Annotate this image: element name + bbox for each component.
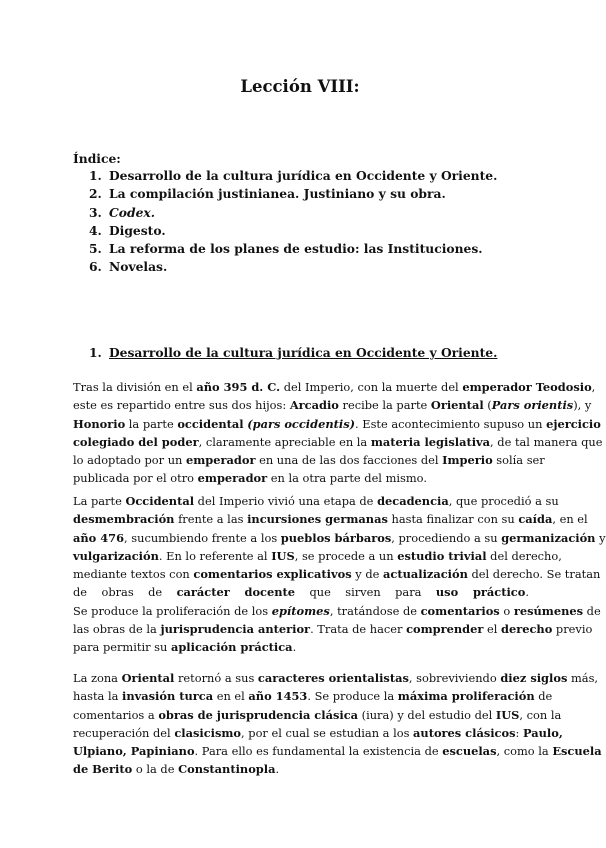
text-run: Se produce la proliferación de los: [73, 603, 272, 618]
paragraph: [73, 492, 606, 657]
text-run: recuperación del: [73, 725, 175, 740]
bold-text: germanización: [501, 530, 596, 545]
bold-text: invasión turca: [122, 689, 214, 704]
text-run: .: [525, 585, 529, 600]
text-run: del Imperio vivió una etapa de: [194, 494, 378, 508]
paragraph-line: [73, 378, 596, 396]
bold-text: aplicación práctica: [170, 640, 293, 655]
text-run: , se procede a un: [294, 548, 398, 563]
text-run: (iura) y del estudio del: [358, 707, 496, 722]
text-run: , por el cual se estudian a los: [241, 725, 414, 740]
paragraph-line: [73, 669, 599, 687]
bold-text: Constantinopla: [178, 762, 276, 777]
paragraph-line: [73, 433, 603, 451]
bold-text: año 476: [73, 530, 125, 545]
paragraph-line: [73, 451, 545, 469]
text-run: Tras la división en el: [73, 380, 197, 394]
text-run: comentarios a: [73, 707, 159, 722]
emphasis-text: Pars orientis: [491, 398, 574, 413]
text-run: que sirven para: [295, 585, 436, 600]
bold-text: obras de jurisprudencia clásica: [158, 707, 359, 722]
text-run: y de: [351, 567, 383, 582]
bold-text: Imperio: [442, 453, 493, 468]
text-run: y: [595, 530, 606, 545]
paragraph-line: [73, 760, 529, 778]
text-run: o: [499, 603, 514, 618]
bold-text: occidental: [177, 416, 244, 431]
section-number: 1.: [89, 345, 102, 360]
text-run: las obras de la: [73, 622, 161, 637]
index-number: 4.: [89, 222, 102, 238]
index-item: [89, 258, 497, 276]
index-text: Desarrollo de la cultura jurídica en Occidente y Oriente.: [109, 168, 498, 183]
bold-text: comentarios explicativos: [193, 567, 352, 582]
text-run: ,: [591, 380, 596, 394]
text-run: para permitir su: [73, 640, 171, 655]
bold-text: IUS: [495, 707, 520, 722]
text-run: frente a las: [174, 512, 248, 527]
bold-text: decadencia: [377, 494, 449, 508]
index-label: Índice:: [73, 151, 121, 166]
bold-text: emperador: [197, 471, 268, 486]
text-run: ), y: [573, 398, 592, 413]
bold-text: Paulo,: [522, 725, 563, 740]
bold-text: caída: [518, 512, 553, 527]
bold-text: emperador Teodosio: [462, 380, 592, 394]
index-item: [89, 222, 497, 240]
text-run: en la otra parte del mismo.: [267, 471, 427, 486]
index-text: La compilación justinianea. Justiniano y su obra.: [109, 186, 446, 202]
bold-text: jurisprudencia anterior: [160, 622, 311, 637]
bold-text: Oriental: [121, 671, 175, 685]
text-run: , en el: [552, 512, 588, 527]
paragraph-line: [73, 742, 602, 760]
bold-text: comprender: [406, 622, 484, 637]
text-run: solía ser: [492, 453, 545, 468]
paragraph-line: [73, 396, 592, 414]
paragraph-line: [73, 510, 588, 528]
text-run: , claramente apreciable en la: [198, 434, 371, 449]
paragraph-line: [73, 547, 562, 565]
text-run: en el: [213, 689, 249, 704]
text-run: de: [534, 689, 553, 704]
bold-text: Occidental: [125, 494, 195, 508]
text-run: o la de: [132, 762, 179, 777]
text-run: de obras de: [73, 585, 177, 600]
text-run: La parte: [73, 494, 126, 508]
paragraph-line: [73, 602, 601, 620]
text-run: , sucumbiendo frente a los: [124, 530, 281, 545]
bold-text: resúmenes: [513, 603, 584, 618]
bold-text: uso práctico: [435, 585, 526, 600]
text-run: :: [515, 725, 523, 740]
text-run: este es repartido entre sus dos hijos:: [73, 398, 290, 413]
text-run: . En lo referente al: [158, 548, 272, 563]
bold-text: pueblos bárbaros: [280, 530, 392, 545]
text-run: , de tal manera que: [490, 434, 603, 449]
bold-text: incursiones germanas: [247, 512, 388, 527]
text-run: (: [483, 398, 492, 413]
text-run: retornó a sus: [174, 671, 258, 685]
text-run: del derecho. Se tratan: [467, 567, 601, 582]
index-item: [89, 185, 497, 203]
index-list: [89, 167, 497, 277]
text-run: , procediendo a su: [391, 530, 502, 545]
paragraph-line: [73, 415, 601, 433]
bold-text: escuelas: [442, 744, 497, 759]
bold-text: año 395 d. C.: [196, 380, 281, 394]
index-text: Digesto.: [109, 222, 166, 238]
text-run: . Trata de hacer: [310, 622, 407, 637]
index-number: 6.: [89, 259, 102, 275]
text-run: más,: [567, 671, 599, 685]
bold-text: comentarios: [420, 603, 500, 618]
index-number: 2.: [89, 186, 102, 202]
paragraph-line: [73, 620, 593, 638]
text-run: , con la: [519, 707, 562, 722]
text-run: el: [483, 622, 502, 637]
text-run: del Imperio, con la muerte del: [280, 380, 463, 394]
paragraph-line: [73, 724, 563, 742]
paragraph-line: [73, 529, 606, 547]
text-run: hasta la: [73, 689, 123, 704]
bold-text: año 1453: [248, 689, 308, 704]
bold-text: estudio trivial: [397, 548, 487, 563]
bold-text: derecho: [501, 622, 553, 637]
bold-text: actualización: [383, 567, 468, 582]
text-run: . Este acontecimiento supuso un: [355, 416, 547, 431]
paragraph-line: [73, 638, 529, 656]
bold-text: colegiado del poder: [73, 434, 199, 449]
bold-text: Oriental: [430, 398, 484, 413]
text-run: publicada por el otro: [73, 471, 198, 486]
index-number: 5.: [89, 241, 102, 257]
text-run: de: [583, 603, 601, 618]
text-run: recibe la parte: [338, 398, 431, 413]
text-run: .: [292, 640, 297, 655]
section-heading: [89, 345, 497, 360]
bold-text: Escuela: [552, 744, 602, 759]
bold-text: desmembración: [73, 512, 175, 527]
bold-text: diez siglos: [500, 671, 568, 685]
index-number: 1.: [89, 168, 102, 183]
page-title: Lección VIII:: [240, 77, 360, 96]
bold-text: máxima proliferación: [397, 689, 535, 704]
paragraph-line: [73, 469, 529, 487]
bold-text: IUS: [271, 548, 295, 563]
text-run: . Se produce la: [307, 689, 398, 704]
index-text: Novelas.: [109, 259, 168, 275]
paragraph-line: [73, 492, 559, 510]
paragraph-line: [73, 583, 529, 601]
index-item: [89, 240, 497, 258]
text-run: La zona: [73, 671, 122, 685]
bold-text: caracteres orientalistas: [257, 671, 409, 685]
bold-text: Honorio: [73, 416, 126, 431]
bold-text: de Berito: [73, 762, 133, 777]
paragraph: [73, 669, 602, 779]
bold-text: carácter docente: [176, 585, 296, 600]
text-run: , sobreviviendo: [408, 671, 501, 685]
text-run: previo: [552, 622, 593, 637]
text-run: mediante textos con: [73, 567, 194, 582]
emphasis-text: epítomes: [271, 603, 330, 618]
section-title: Desarrollo de la cultura jurídica en Occidente y Oriente.: [109, 345, 498, 360]
paragraph-line: [73, 687, 553, 705]
paragraph-line: [73, 706, 562, 724]
text-run: , que procedió a su: [448, 494, 559, 508]
text-run: . Para ello es fundamental la existencia de: [194, 744, 443, 759]
index-item: [89, 204, 497, 222]
index-number: 3.: [89, 204, 102, 220]
text-run: .: [275, 762, 280, 777]
bold-text: Arcadio: [289, 398, 339, 413]
paragraph: [73, 378, 603, 488]
text-run: en una de las dos facciones del: [255, 453, 443, 468]
bold-text: emperador: [186, 453, 256, 468]
emphasis-text: (pars occidentis): [247, 416, 356, 431]
text-run: , tratándose de: [329, 603, 421, 618]
bold-text: clasicismo: [174, 725, 242, 740]
bold-text: materia legislativa: [370, 434, 491, 449]
bold-text: vulgarización: [73, 548, 159, 563]
text-run: del derecho,: [486, 548, 562, 563]
text-run: hasta finalizar con su: [387, 512, 519, 527]
text-run: lo adoptado por un: [73, 453, 186, 468]
text-run: la parte: [125, 416, 178, 431]
index-text: La reforma de los planes de estudio: las Instituciones.: [109, 241, 483, 257]
index-item: [89, 167, 497, 185]
bold-text: ejercicio: [546, 416, 601, 431]
text-run: , como la: [496, 744, 553, 759]
bold-text: Ulpiano, Papiniano: [73, 744, 195, 759]
bold-text: autores clásicos: [413, 725, 516, 740]
index-text: Codex.: [109, 204, 156, 220]
paragraph-line: [73, 565, 601, 583]
